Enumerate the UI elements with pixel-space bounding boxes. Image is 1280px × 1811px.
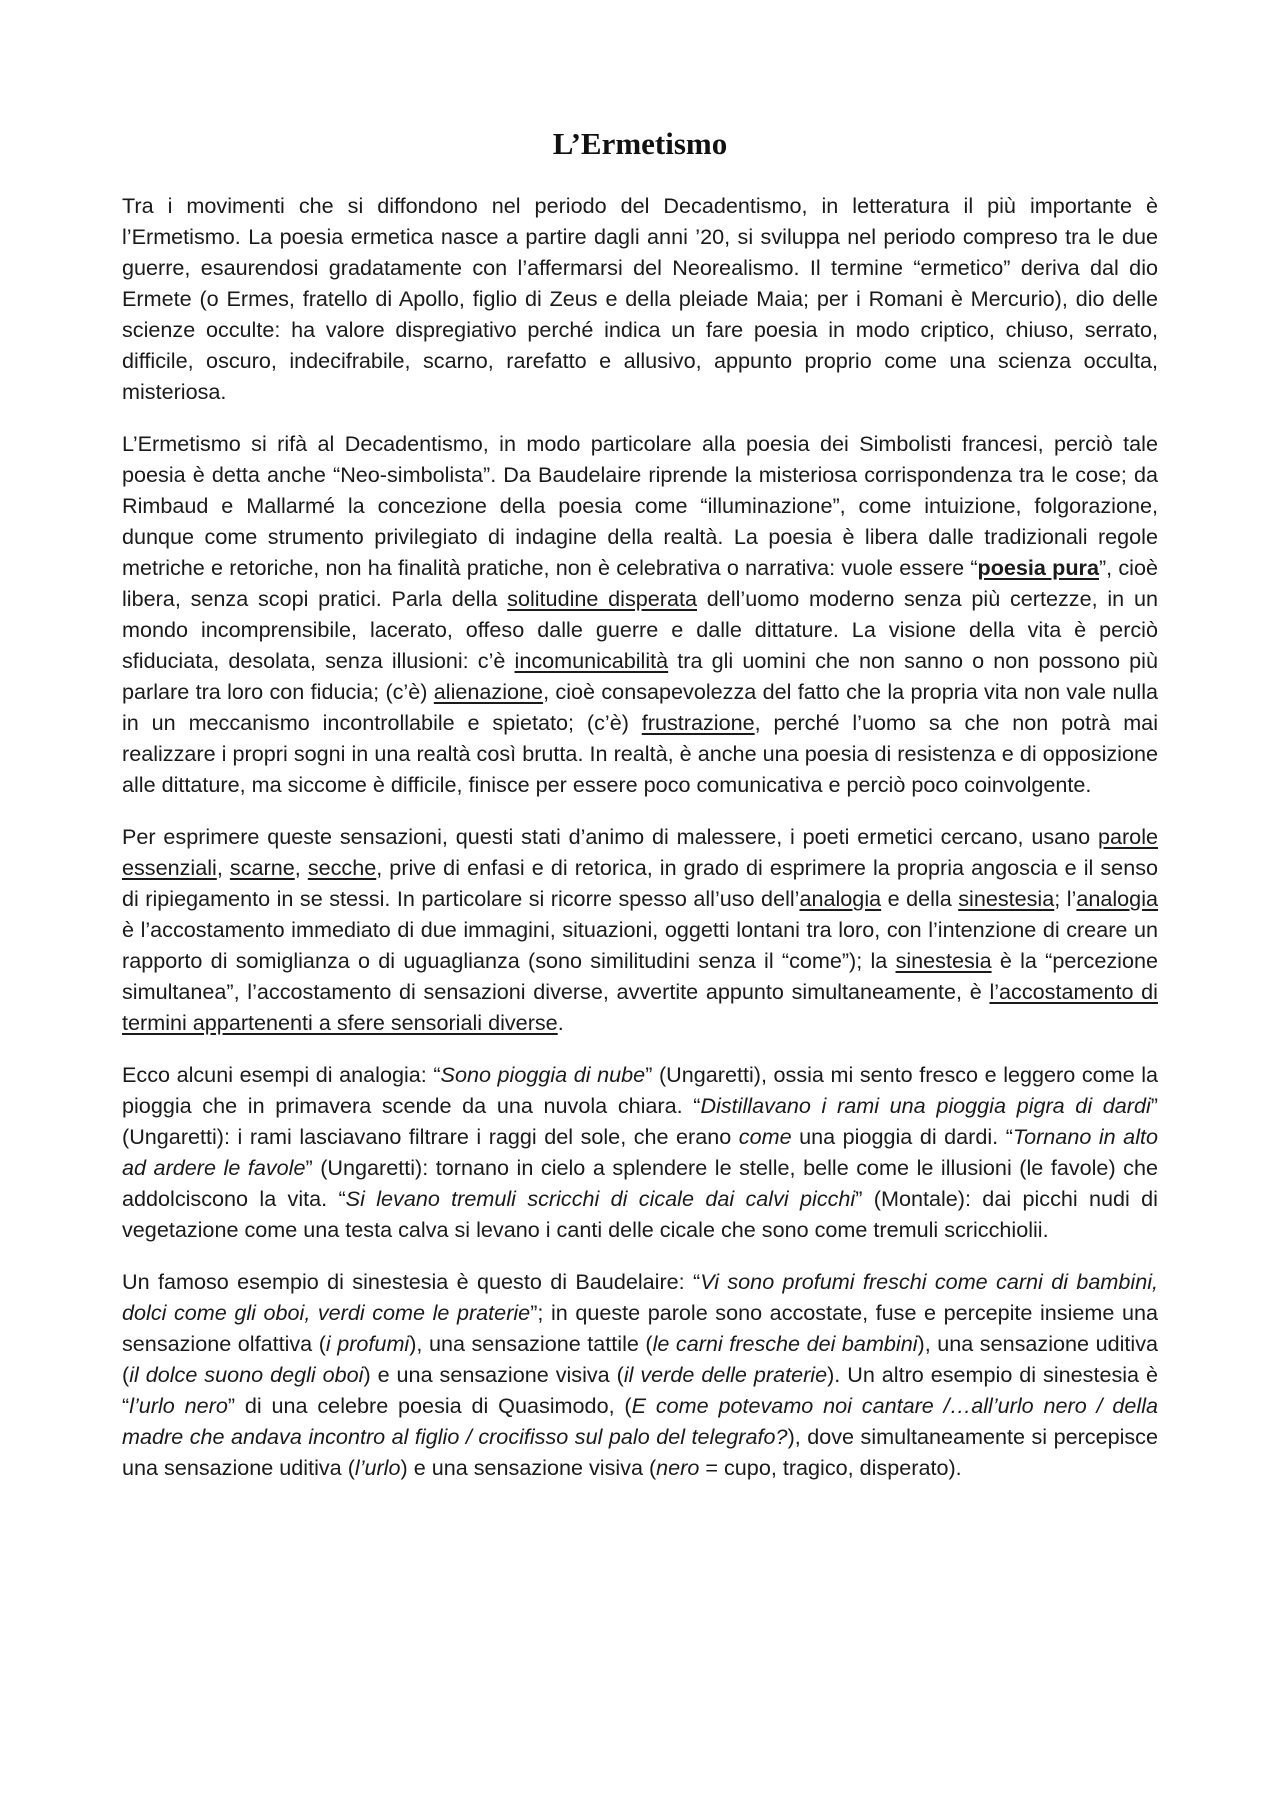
underline-incomunicabilita: incomunicabilità [514,648,669,673]
document-body [122,190,1158,1504]
underline-parole-essenziali: parole essenziali [122,824,1158,880]
paragraph-characteristics [122,428,1158,800]
text-run: ”; in queste parole sono accostate, fuse e percepite insieme una sensazione olfattiva ( [122,1300,1158,1356]
text-run: , cioè consapevolezza del fatto che la propria vita non vale nulla in un meccanismo incontrollabile e spietato; (c’è) [122,679,1158,735]
text-run: ” (Ungaretti): i rami lasciavano filtrare i raggi del sole, che erano [122,1093,1158,1149]
text-run: Per esprimere queste sensazioni, questi stati d’animo di malessere, i poeti ermetici cercano, usano [122,824,1098,849]
text-run: ), dove simultaneamente si percepisce una sensazione uditiva ( [122,1424,1158,1480]
underline-sinestesia: sinestesia [895,948,992,973]
text-run: Tra i movimenti che si diffondono nel periodo del Decadentismo, in letteratura il più importante è l’Ermetismo. La poesia ermetica nasce a partire dagli anni ’20, si sviluppa nel periodo compreso tra le due guerre, esaurendosi gradatamente con l’affermarsi del Neorealismo. Il termine “ermetico” deriva dal dio Ermete (o Ermes, fratello di Apollo, figlio di Zeus e della pleiade Maia; per i Romani è Mercurio), dio delle scienze occulte: ha valore dispregiativo perché indica un fare poesia in modo criptico, chiuso, serrato, difficile, oscuro, indecifrabile, scarno, rarefatto e allusivo, appunto proprio come una scienza occulta, misteriosa. [122,193,1158,404]
paragraph-analogy-examples [122,1059,1158,1245]
quote-italic: il verde delle praterie [623,1362,828,1387]
text-run: , [216,855,230,880]
quote-italic: Distillavano i rami una pioggia pigra di dardi [700,1093,1151,1118]
paragraph-intro [122,190,1158,407]
quote-italic: l’urlo nero [129,1393,228,1418]
paragraph-techniques [122,821,1158,1038]
text-run: ), una sensazione tattile ( [409,1331,653,1356]
text-run: , [294,855,308,880]
text-run: tra gli uomini che non sanno o non possono più parlare tra loro con fiducia; (c’è) [122,648,1158,704]
page-title: L’Ermetismo [552,126,728,161]
text-run: è l’accostamento immediato di due immagini, situazioni, oggetti lontani tra loro, con l’intenzione di creare un rapporto di somiglianza o di uguaglianza (sono similitudini senza il “come”); la [122,917,1158,973]
text-run: Ecco alcuni esempi di analogia: “ [122,1062,441,1087]
quote-italic: le carni fresche dei bambini [652,1331,918,1356]
underline-alienazione: alienazione [433,679,544,704]
text-run: L’Ermetismo si rifà al Decadentismo, in modo particolare alla poesia dei Simbolisti francesi, perciò tale poesia è detta anche “Neo-simbolista”. Da Baudelaire riprende la misteriosa corrispondenza tra le cose; da Rimbaud e Mallarmé la concezione della poesia come “illuminazione”, come intuizione, folgorazione, dunque come strumento privilegiato di indagine della realtà. La poesia è libera dalle tradizionali regole metriche e retoriche, non ha finalità pratiche, non è celebrativa o narrativa: vuole essere “ [122,431,1158,580]
text-run: = cupo, tragico, disperato). [699,1455,962,1480]
text-run: ). Un altro esempio di sinestesia è “ [122,1362,1159,1418]
text-run: ; l’ [1054,886,1077,911]
underline-accostamento: l’accostamento di termini appartenenti a sfere sensoriali diverse [122,979,1158,1035]
quote-italic: il dolce suono degli oboi [129,1362,364,1387]
quote-italic: come [738,1124,792,1149]
quote-italic: Si levano tremuli scricchi di cicale dai calvi picchi [345,1186,856,1211]
underline-analogia: analogia [1076,886,1158,911]
underline-sinestesia: sinestesia [958,886,1055,911]
text-run: ” (Montale): dai picchi nudi di vegetazione come una testa calva si levano i canti delle cicale che sono come tremuli scricchiolii. [122,1186,1158,1242]
text-run: , perché l’uomo sa che non potrà mai realizzare i propri sogni in una realtà così brutta. In realtà, è anche una poesia di resistenza e di opposizione alle dittature, ma siccome è difficile, finisce per essere poco comunicativa e perciò poco coinvolgente. [122,710,1158,797]
quote-italic: E come potevamo noi cantare /…all’urlo nero / della madre che andava incontro al figlio / crocifisso sul palo del telegrafo? [122,1393,1158,1449]
text-run: ), una sensazione uditiva ( [122,1331,1158,1387]
underline-secche: secche [307,855,377,880]
text-run: Un famoso esempio di sinestesia è questo di Baudelaire: “ [122,1269,701,1294]
underline-scarne: scarne [229,855,295,880]
text-run: una pioggia di dardi. “ [791,1124,1013,1149]
text-run: ” (Ungaretti), ossia mi sento fresco e leggero come la pioggia che in primavera scende da una nuvola chiara. “ [122,1062,1158,1118]
emphasis-poesia-pura: poesia pura [977,555,1099,580]
underline-analogia: analogia [799,886,882,911]
text-run: è la “percezione simultanea”, l’accostamento di sensazioni diverse, avvertite appunto simultaneamente, è [122,948,1158,1004]
text-run: e della [881,886,959,911]
quote-italic: i profumi [325,1331,410,1356]
text-run: ” di una celebre poesia di Quasimodo, ( [227,1393,632,1418]
text-run: , prive di enfasi e di retorica, in grado di esprimere la propria angoscia e il senso di ripiegamento in se stessi. In particolare si ricorre spesso all’uso dell’ [122,855,1159,911]
text-run: dell’uomo moderno senza più certezze, in un mondo incomprensibile, lacerato, offeso dalle guerre e dalle dittature. La visione della vita è perciò sfiduciata, desolata, senza illusioni: c’è [122,586,1158,673]
quote-italic: Sono pioggia di nube [440,1062,646,1087]
quote-italic: Vi sono profumi freschi come carni di bambini, dolci come gli oboi, verdi come le praterie [122,1269,1158,1325]
text-run: . [557,1010,564,1035]
quote-italic: nero [656,1455,700,1480]
underline-frustrazione: frustrazione [641,710,755,735]
text-run: ) e una sensazione visiva ( [400,1455,657,1480]
paragraph-synesthesia-examples [122,1266,1158,1483]
quote-italic: Tornano in alto ad ardere le favole [122,1124,1158,1180]
text-run: ” (Ungaretti): tornano in cielo a splendere le stelle, belle come le illusioni (le favole) che addolciscono la vita. “ [122,1155,1158,1211]
text-run: ) e una sensazione visiva ( [363,1362,624,1387]
text-run: ”, cioè libera, senza scopi pratici. Parla della [122,555,1158,611]
quote-italic: l’urlo [354,1455,401,1480]
underline-solitudine: solitudine disperata [507,586,698,611]
